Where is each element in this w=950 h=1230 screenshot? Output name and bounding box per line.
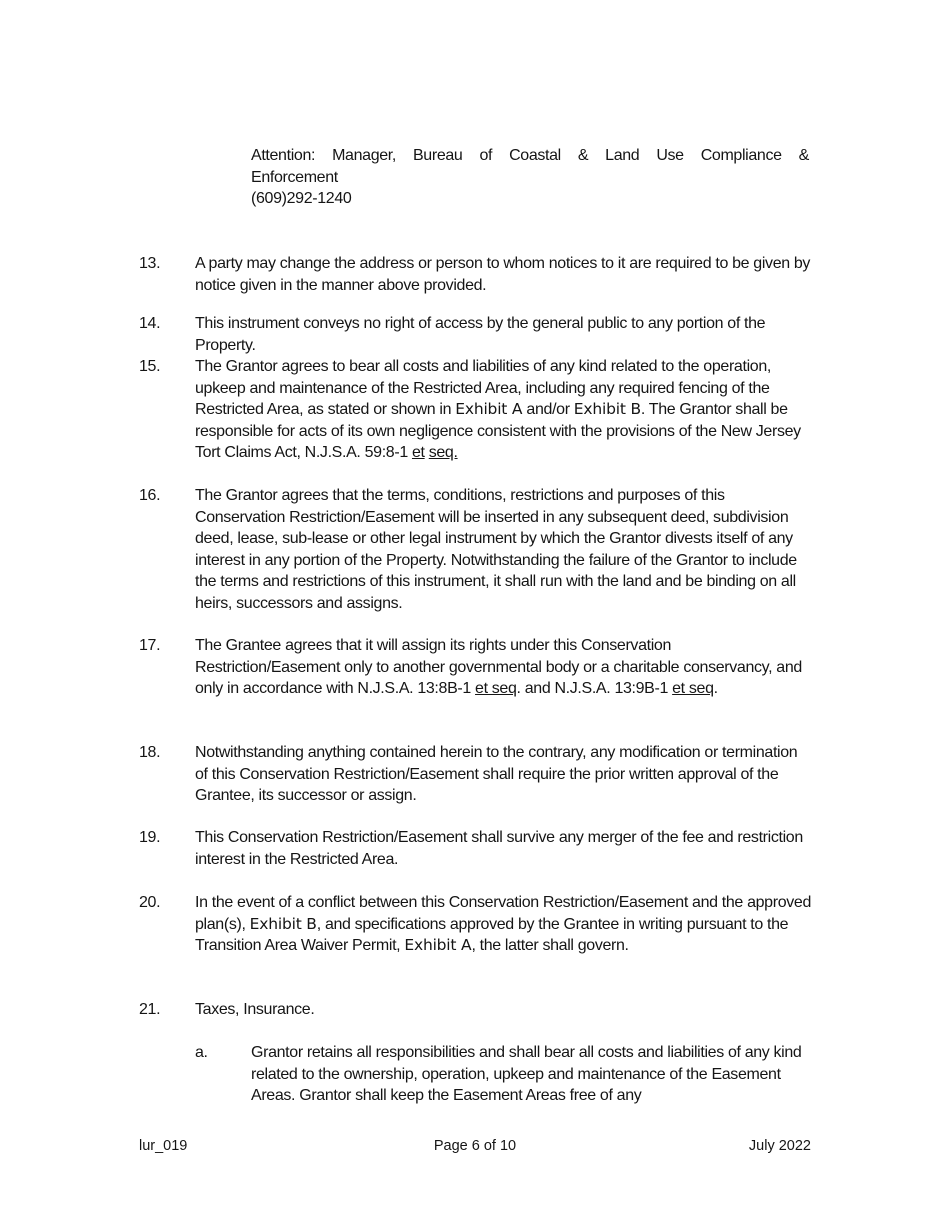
clause-18	[139, 742, 811, 807]
attention-enforcement: Enforcement	[251, 168, 338, 186]
clause-text	[195, 892, 811, 957]
attention-word: Compliance	[700, 147, 782, 164]
clause-13	[139, 253, 811, 296]
attention-word: Bureau	[412, 147, 463, 164]
clause-text: Grantor retains all responsibilities and shall bear all costs and liabilities of any kind related to the ownership, operation, upkeep and maintenance of the Easement Areas. Grantor shall keep the Easement Areas free of any	[251, 1044, 802, 1104]
exhibit-b-reference: Exhibit B	[573, 400, 641, 418]
clause-text-part: , and specifications approved by the Grantee in writing pursuant to the Transition Area Waiver Permit,	[195, 915, 789, 954]
attention-block	[251, 145, 809, 210]
clause-21	[139, 999, 811, 1021]
clause-number: 13.	[139, 255, 161, 272]
et-seq-underlined: et seq	[475, 680, 517, 697]
attention-word: Use	[656, 147, 684, 164]
attention-word: Manager,	[332, 147, 396, 164]
exhibit-b-reference: Exhibit B	[249, 914, 317, 933]
attention-word: of	[479, 147, 493, 164]
attention-line	[251, 145, 809, 167]
clause-number: 19.	[139, 829, 161, 846]
clause-text-part: .	[713, 680, 718, 697]
clause-text-part: and/or	[522, 401, 574, 418]
clause-number: 15.	[139, 358, 161, 375]
clause-text: Taxes, Insurance.	[195, 1001, 315, 1018]
clause-text: A party may change the address or person to whom notices to it are required to be given by notice given in the manner above provided.	[195, 255, 811, 294]
attention-word: &	[798, 147, 809, 164]
clause-number: 14.	[139, 315, 161, 332]
seq-underlined: seq.	[428, 444, 458, 461]
form-code: lur_019	[139, 1138, 188, 1154]
clause-15	[139, 356, 811, 464]
subclause-letter: a.	[195, 1044, 208, 1061]
et-seq-underlined: et seq	[672, 680, 714, 697]
attention-phone: (609)292-1240	[251, 190, 352, 207]
clause-text-part: . and N.J.S.A. 13:9B-1	[516, 680, 673, 697]
clause-21a	[195, 1042, 811, 1107]
attention-word: Land	[605, 147, 640, 164]
exhibit-a-reference: Exhibit A	[404, 936, 472, 954]
clause-number: 17.	[139, 637, 161, 654]
clause-text-part: , the latter shall govern.	[471, 937, 629, 954]
clause-text-part: In the event of a conflict between this Conservation Restriction/Easement and the approved plan(s),	[195, 894, 811, 933]
attention-word: &	[577, 147, 589, 164]
clause-text: Notwithstanding anything contained herein to the contrary, any modification or termination of this Conservation Restriction/Easement shall require the prior written approval of the Grantee, its successor or assign.	[195, 744, 798, 804]
clause-16	[139, 485, 811, 614]
revision-date: July 2022	[748, 1138, 811, 1154]
clause-text	[195, 635, 811, 700]
clause-text-part: . The Grantor shall be responsible for acts of its own negligence consistent with the provisions of the New Jersey Tort Claims Act, N.J.S.A. 59:8-1	[195, 401, 801, 461]
clause-text-part: The Grantor agrees to bear all costs and liabilities of any kind related to the operation, upkeep and maintenance of the Restricted Area, including any required fencing of the Restricted Area, as stated or shown in	[195, 358, 771, 418]
clause-number: 18.	[139, 744, 161, 761]
clause-text: This instrument conveys no right of access by the general public to any portion of the Property.	[195, 315, 766, 354]
page-footer	[139, 1138, 811, 1158]
clause-number: 16.	[139, 487, 161, 504]
clause-20	[139, 892, 811, 957]
clause-19	[139, 827, 811, 870]
attention-word: Coastal	[509, 147, 561, 164]
clause-text	[195, 356, 811, 464]
clause-14	[139, 313, 811, 356]
clause-number: 20.	[139, 894, 161, 911]
page-number: Page 6 of 10	[433, 1138, 517, 1154]
clause-number: 21.	[139, 1001, 161, 1018]
et-underlined: et	[411, 444, 425, 461]
clause-text: This Conservation Restriction/Easement shall survive any merger of the fee and restriction interest in the Restricted Area.	[195, 829, 803, 868]
clause-text-part: The Grantee agrees that it will assign its rights under this Conservation Restriction/Easement only to another governmental body or a charitable conservancy, and only in accordance with N.J.S.A. 13:8B-1	[195, 637, 802, 697]
clause-text: The Grantor agrees that the terms, conditions, restrictions and purposes of this Conservation Restriction/Easement will be inserted in any subsequent deed, subdivision deed, lease, sub-lease or other legal instrument by which the Grantor divests itself of any interest in any portion of the Property. Notwithstanding the failure of the Grantor to include the terms and restrictions of this instrument, it shall run with the land and be binding on all heirs, successors and assigns.	[195, 487, 797, 612]
attention-word: Attention:	[251, 147, 316, 164]
clause-17	[139, 635, 811, 700]
exhibit-a-reference: Exhibit A	[455, 400, 523, 418]
